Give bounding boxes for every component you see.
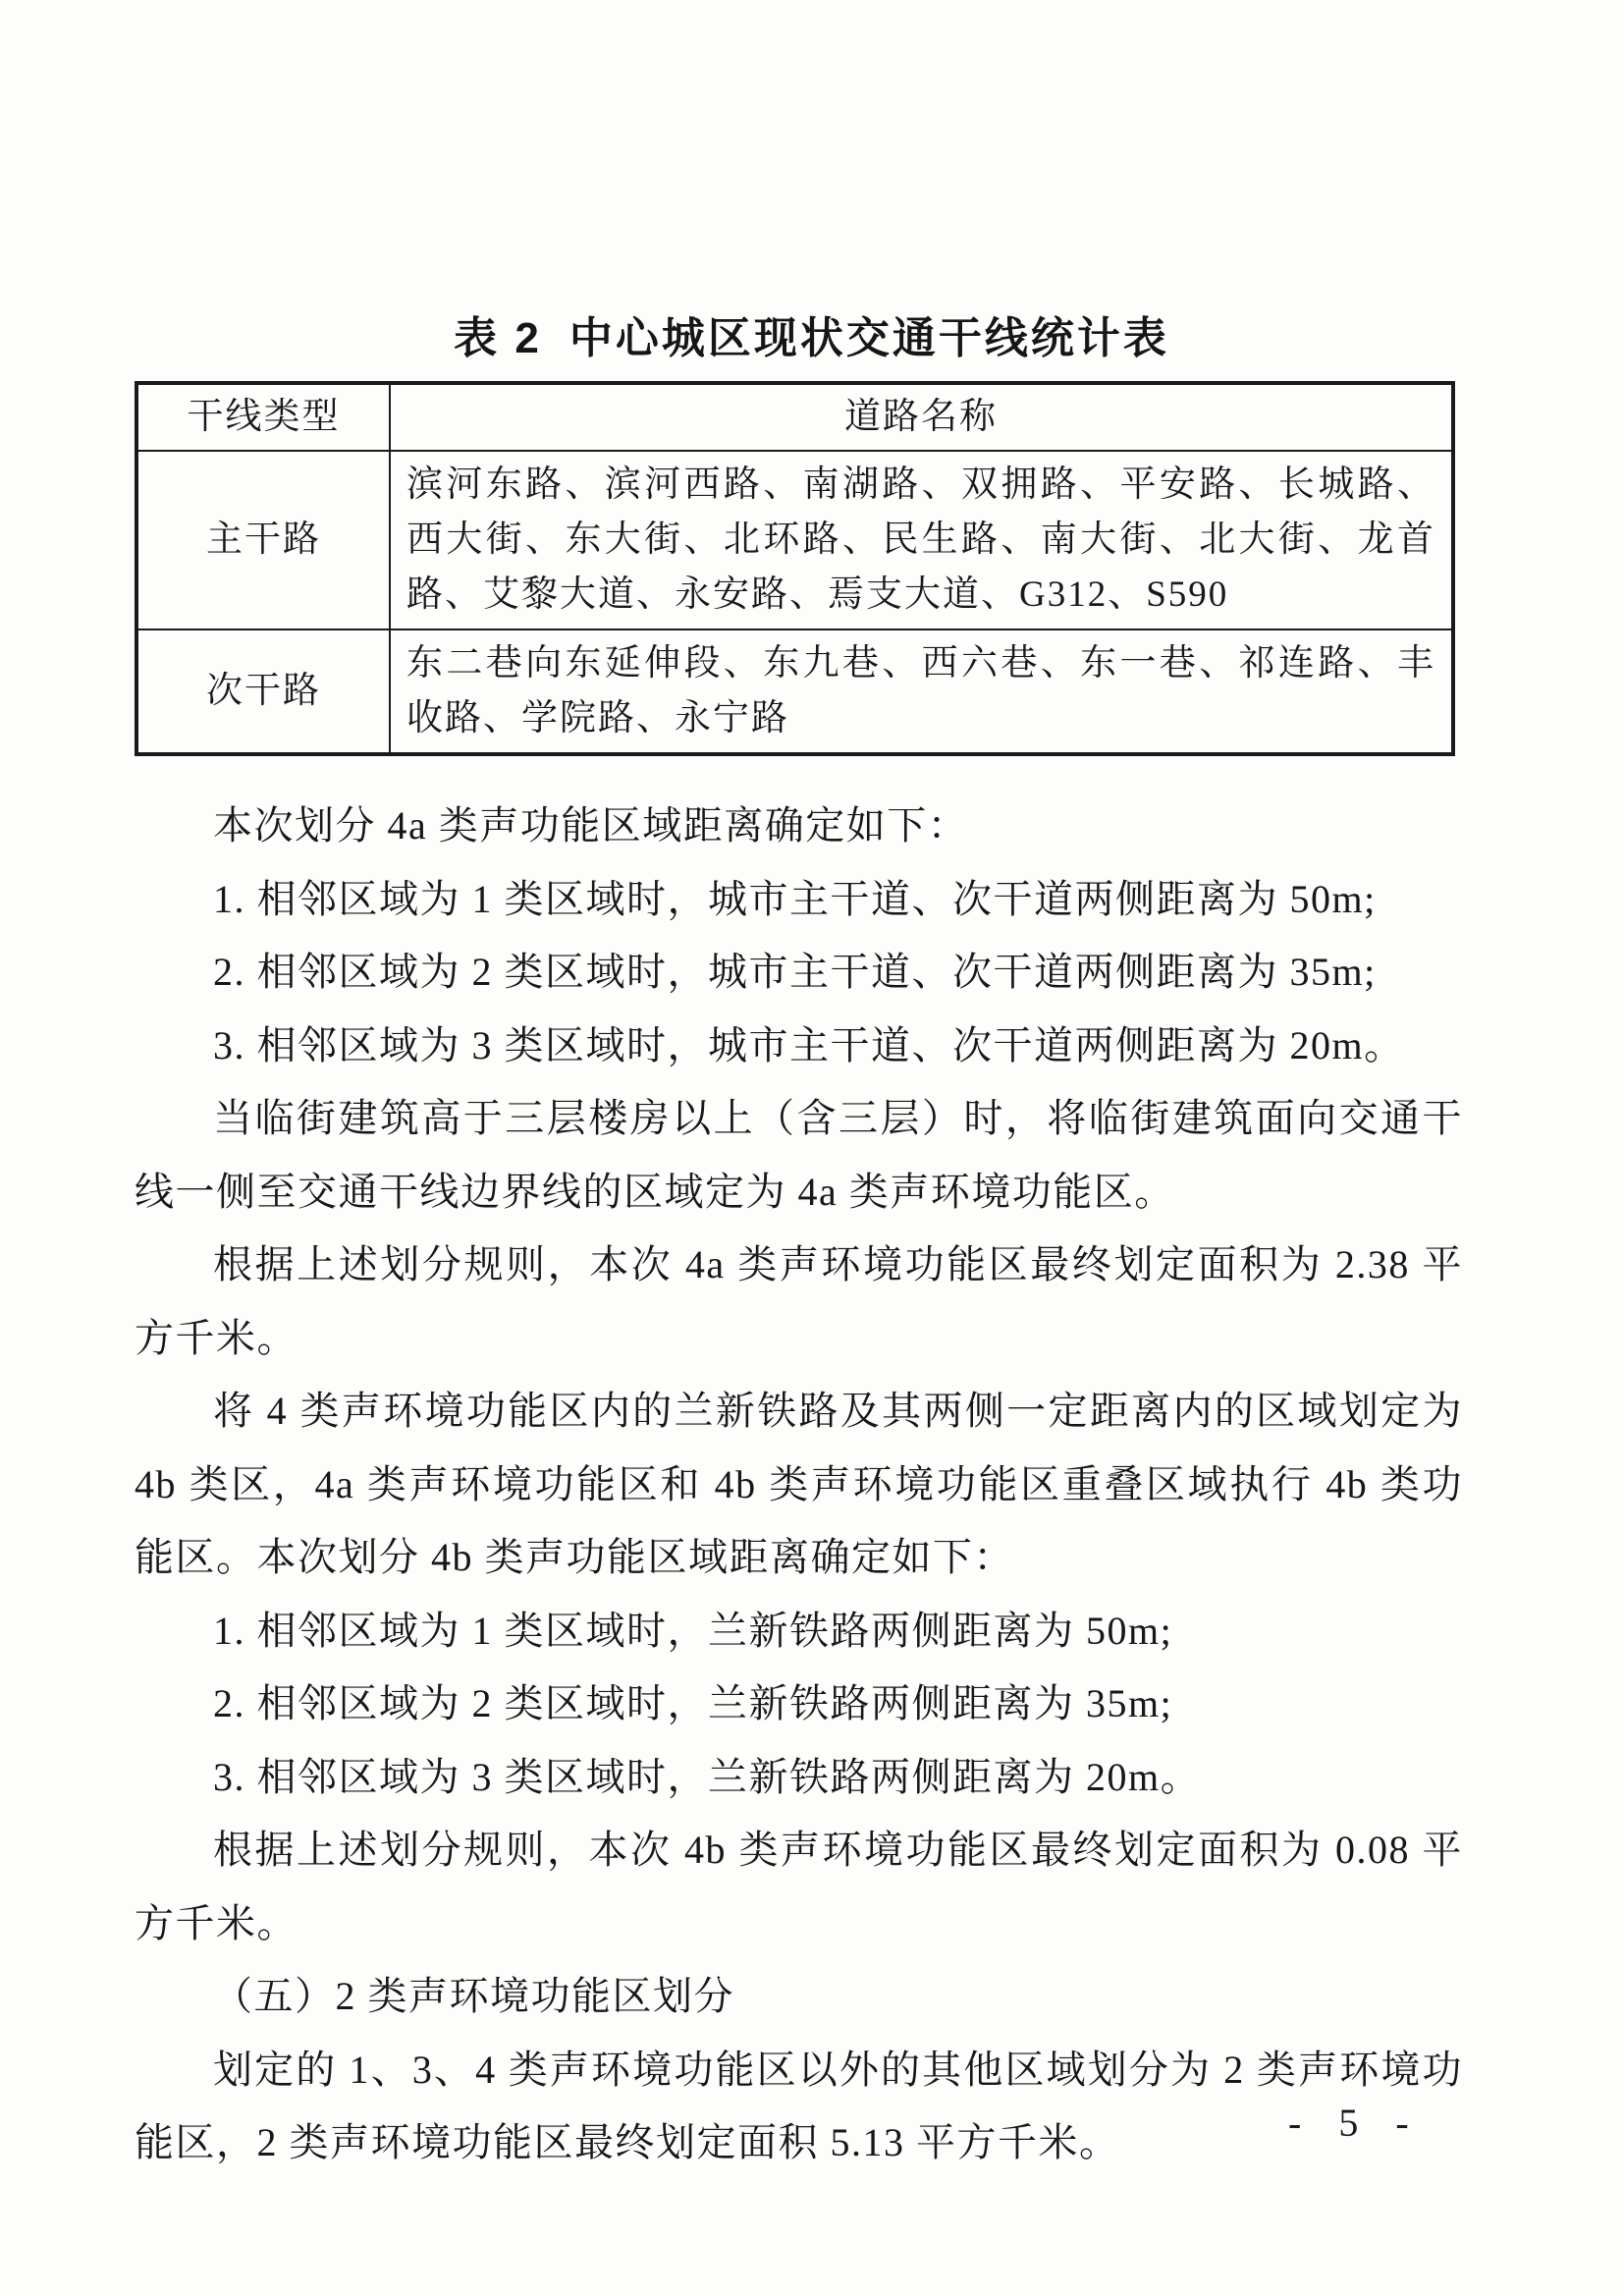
page-number: - 5 - xyxy=(1288,2101,1423,2145)
table-title-prefix: 表 2 xyxy=(454,314,542,362)
paragraph-intro-4a: 本次划分 4a 类声功能区域距离确定如下： xyxy=(213,803,969,847)
table-title xyxy=(0,302,1623,365)
paragraph-4b-area-result: 根据上述划分规则，本次 4b 类声环境功能区最终划定面积为 0.08 平方千米。 xyxy=(135,1828,1463,1945)
table-row xyxy=(136,451,1453,629)
column-header-trunk-type: 干线类型 xyxy=(136,383,390,451)
table-title-main: 中心城区现状交通干线统计表 xyxy=(568,314,1169,362)
table-header-row xyxy=(136,383,1453,451)
paragraph-section-5-heading: （五）2 类声环境功能区划分 xyxy=(213,1974,734,2018)
road-names-cell: 东二巷向东延伸段、东九巷、西六巷、东一巷、祁连路、丰收路、学院路、永宁路 xyxy=(390,629,1453,754)
paragraph-item-4a-2: 2. 相邻区域为 2 类区域时，城市主干道、次干道两侧距离为 35m; xyxy=(213,950,1377,994)
table-row xyxy=(136,629,1453,754)
paragraph-class2-division: 划定的 1、3、4 类声环境功能区以外的其他区域划分为 2 类声环境功能区，2 类声环境功能区最终划定面积 5.13 平方千米。 xyxy=(135,2047,1463,2164)
traffic-trunk-lines-table xyxy=(135,381,1455,756)
paragraph-item-4a-1: 1. 相邻区域为 1 类区域时，城市主干道、次干道两侧距离为 50m; xyxy=(213,876,1377,921)
paragraph-street-building-rule: 当临街建筑高于三层楼房以上（含三层）时，将临街建筑面向交通干线一侧至交通干线边界线的区域定为 4a 类声环境功能区。 xyxy=(135,1096,1463,1214)
trunk-type-cell: 主干路 xyxy=(136,451,390,629)
paragraph-item-4b-2: 2. 相邻区域为 2 类区域时，兰新铁路两侧距离为 35m; xyxy=(213,1681,1173,1725)
paragraph-4a-area-result: 根据上述划分规则，本次 4a 类声环境功能区最终划定面积为 2.38 平方千米。 xyxy=(135,1242,1463,1360)
road-names-cell: 滨河东路、滨河西路、南湖路、双拥路、平安路、长城路、西大街、东大街、北环路、民生路、南大街、北大街、龙首路、艾黎大道、永安路、焉支大道、G312、S590 xyxy=(390,451,1453,629)
paragraph-intro-4b: 将 4 类声环境功能区内的兰新铁路及其两侧一定距离内的区域划定为 4b 类区，4a 类声环境功能区和 4b 类声环境功能区重叠区域执行 4b 类功能区。本次划分 4b 类声功能区域距离确定如下： xyxy=(135,1389,1463,1579)
trunk-type-cell: 次干路 xyxy=(136,629,390,754)
column-header-road-names: 道路名称 xyxy=(390,383,1453,451)
body-text xyxy=(135,790,1463,2180)
paragraph-item-4b-3: 3. 相邻区域为 3 类区域时，兰新铁路两侧距离为 20m。 xyxy=(213,1754,1202,1799)
paragraph-item-4a-3: 3. 相邻区域为 3 类区域时，城市主干道、次干道两侧距离为 20m。 xyxy=(213,1022,1405,1067)
paragraph-item-4b-1: 1. 相邻区域为 1 类区域时，兰新铁路两侧距离为 50m; xyxy=(213,1608,1173,1653)
